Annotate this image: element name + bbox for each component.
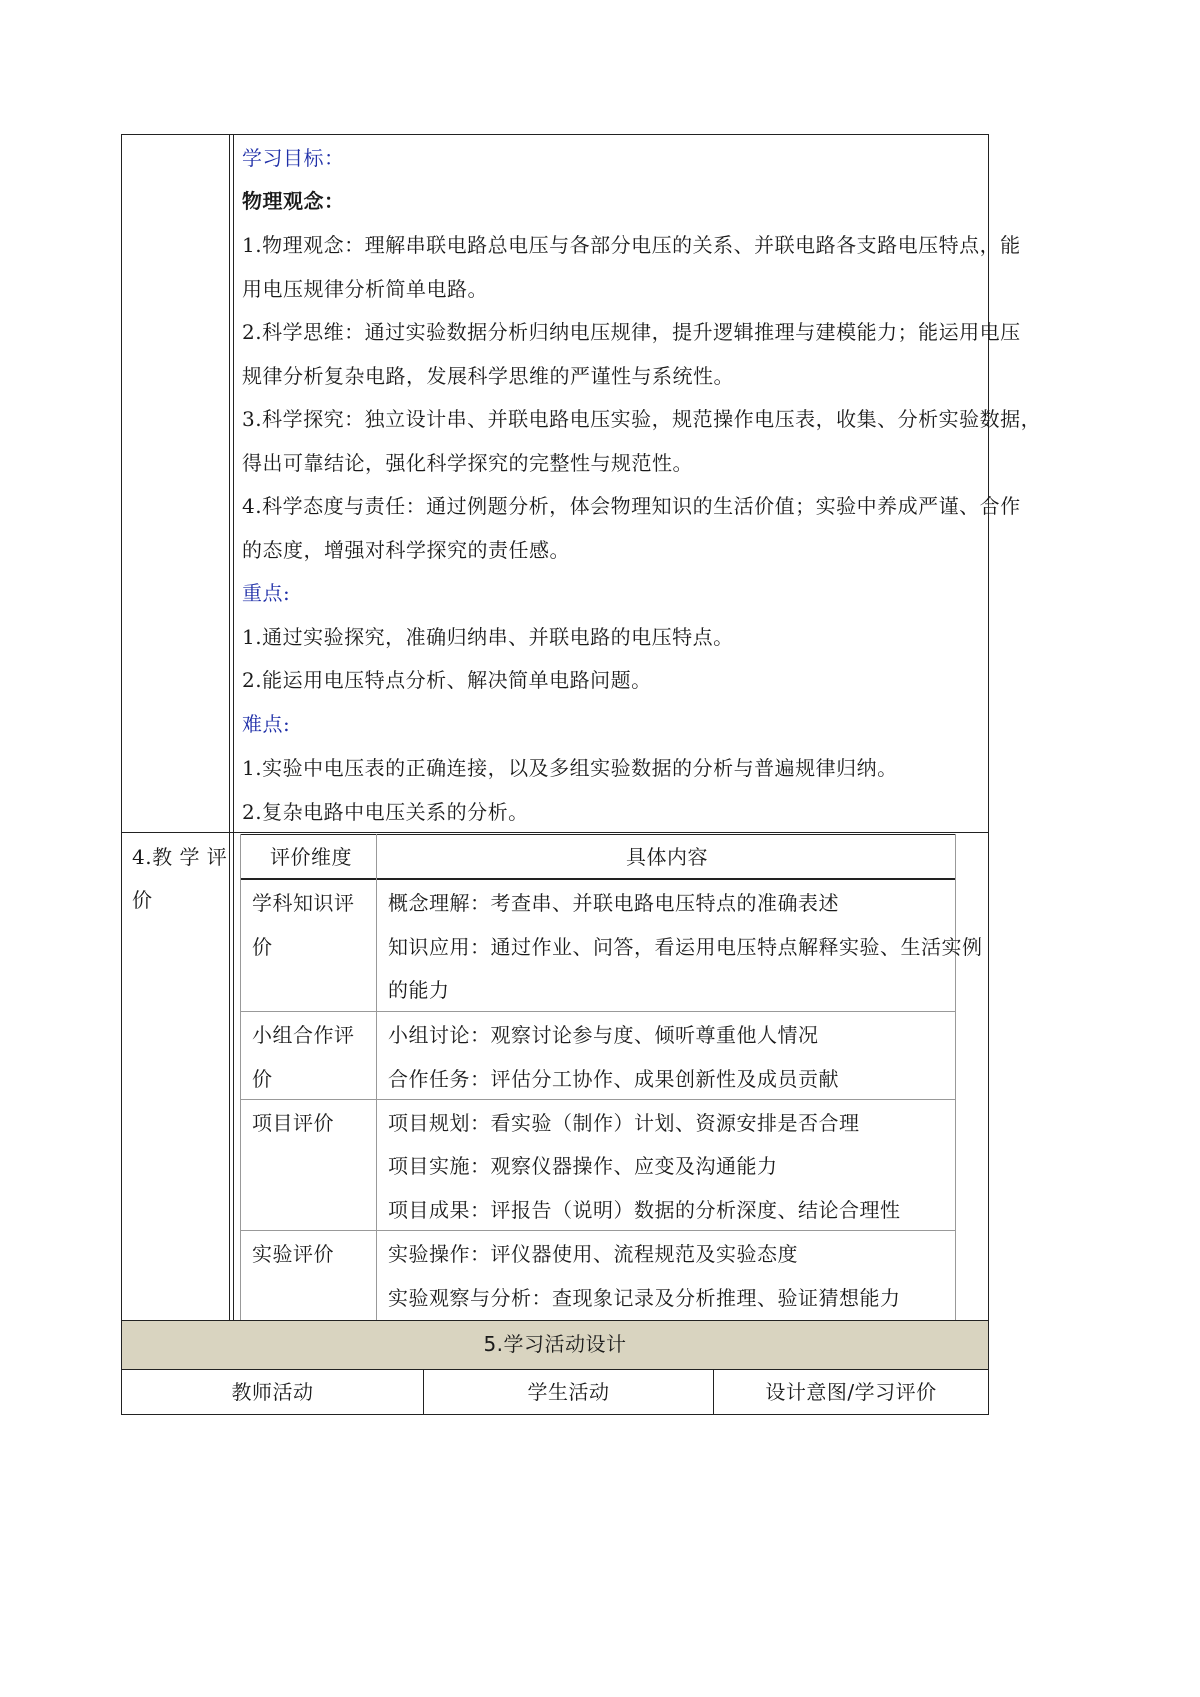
label-column-divider-inner [233, 134, 234, 1320]
objective-line: 1.物理观念：理解串联电路总电压与各部分电压的关系、并联电路各支路电压特点，能 [242, 233, 1021, 257]
eval-content: 小组讨论：观察讨论参与度、倾听尊重他人情况 [388, 1023, 819, 1047]
eval-row-divider [240, 1011, 956, 1012]
activity-col-student: 学生活动 [527, 1380, 610, 1404]
eval-dimension: 价 [252, 935, 273, 959]
eval-content: 的能力 [388, 978, 450, 1002]
table-top-border [121, 134, 989, 135]
eval-content: 实验观察与分析：查现象记录及分析推理、验证猜想能力 [388, 1286, 901, 1310]
activity-col-teacher: 教师活动 [231, 1380, 314, 1404]
evaluation-section-label-cont: 价 [132, 888, 153, 912]
label-column-divider [229, 134, 230, 1320]
objectives-subheading: 物理观念： [242, 189, 345, 213]
eval-row-divider [240, 1230, 956, 1231]
activity-col-intent: 设计意图/学习评价 [765, 1380, 937, 1404]
evaluation-section-label: 4.教 学 评 [132, 845, 228, 869]
difficulty-line: 2.复杂电路中电压关系的分析。 [242, 800, 529, 824]
eval-content: 项目实施：观察仪器操作、应变及沟通能力 [388, 1154, 778, 1178]
eval-dimension: 项目评价 [252, 1111, 334, 1135]
table-left-border [121, 134, 122, 1415]
objective-line: 3.科学探究：独立设计串、并联电路电压实验，规范操作电压表，收集、分析实验数据， [242, 407, 1042, 431]
eval-col-header-content: 具体内容 [626, 845, 708, 869]
eval-table-right [955, 834, 956, 1320]
eval-dimension: 小组合作评 [252, 1023, 355, 1047]
eval-content: 实验操作：评仪器使用、流程规范及实验态度 [388, 1242, 798, 1266]
eval-col-divider [376, 834, 377, 1320]
difficulty-line: 1.实验中电压表的正确连接，以及多组实验数据的分析与普遍规律归纳。 [242, 756, 898, 780]
objective-line: 得出可靠结论，强化科学探究的完整性与规范性。 [242, 451, 693, 475]
key-point-line: 2.能运用电压特点分析、解决简单电路问题。 [242, 668, 652, 692]
eval-dimension: 价 [252, 1067, 273, 1091]
eval-content: 项目规划：看实验（制作）计划、资源安排是否合理 [388, 1111, 860, 1135]
eval-dimension: 实验评价 [252, 1242, 334, 1266]
eval-content: 概念理解：考查串、并联电路电压特点的准确表述 [388, 891, 839, 915]
table-bottom-border [121, 1414, 989, 1415]
eval-table-top [240, 834, 956, 835]
objectives-row-bottom-border [121, 832, 989, 833]
objective-line: 4.科学态度与责任：通过例题分析，体会物理知识的生活价值；实验中养成严谨、合作 [242, 494, 1021, 518]
activity-banner-bottom [121, 1369, 989, 1370]
objective-line: 用电压规律分析简单电路。 [242, 277, 488, 301]
activity-banner-top [121, 1320, 989, 1321]
objectives-heading: 学习目标： [242, 146, 345, 170]
eval-dimension: 学科知识评 [252, 891, 355, 915]
eval-row-divider [240, 1099, 956, 1100]
eval-content: 项目成果：评报告（说明）数据的分析深度、结论合理性 [388, 1198, 901, 1222]
difficulty-heading: 难点: [242, 712, 291, 736]
key-point-line: 1.通过实验探究，准确归纳串、并联电路的电压特点。 [242, 625, 734, 649]
eval-col-header-dimension: 评价维度 [270, 845, 352, 869]
eval-header-bottom [240, 878, 956, 880]
eval-content: 合作任务：评估分工协作、成果创新性及成员贡献 [388, 1067, 839, 1091]
objective-line: 规律分析复杂电路，发展科学思维的严谨性与系统性。 [242, 364, 734, 388]
eval-table-left [240, 834, 241, 1320]
objective-line: 2.科学思维：通过实验数据分析归纳电压规律，提升逻辑推理与建模能力；能运用电压 [242, 320, 1021, 344]
activity-banner-title: 5.学习活动设计 [483, 1332, 627, 1356]
objective-line: 的态度，增强对科学探究的责任感。 [242, 538, 570, 562]
key-points-heading: 重点: [242, 581, 291, 605]
eval-content: 知识应用：通过作业、问答，看运用电压特点解释实验、生活实例 [388, 935, 983, 959]
